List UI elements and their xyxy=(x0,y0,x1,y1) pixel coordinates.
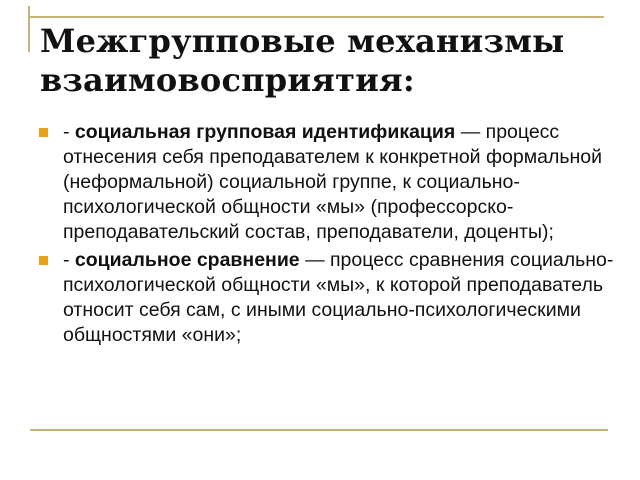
bullet-term: социальное сравнение xyxy=(74,249,300,271)
bullet-prefix: - xyxy=(63,121,75,143)
bullet-term: социальная групповая идентификация xyxy=(74,121,456,143)
bullet-prefix: - xyxy=(63,249,75,271)
square-bullet-icon xyxy=(39,128,48,137)
bullet-text: — процесс отнесения себя преподавателем к конкретной формальной (неформальной) социальной группе, к социально-психологической общности «мы» (профессорско-преподавательский состав, преподаватели, доценты); xyxy=(63,121,603,243)
left-accent-rule xyxy=(28,6,30,52)
bullet-list xyxy=(36,120,616,351)
bottom-accent-rule xyxy=(30,429,608,431)
bullet-item-identification xyxy=(36,120,616,245)
slide-title: Межгрупповые механизмы взаимовосприятия: xyxy=(40,22,565,99)
square-bullet-icon xyxy=(39,256,48,265)
top-accent-rule xyxy=(30,16,604,18)
bullet-text: — процесс сравнения социально-психологической общности «мы», к которой преподаватель относит себя сам, с иными социально-психологическими общностями «они»; xyxy=(63,249,614,346)
bullet-item-comparison xyxy=(36,248,616,348)
